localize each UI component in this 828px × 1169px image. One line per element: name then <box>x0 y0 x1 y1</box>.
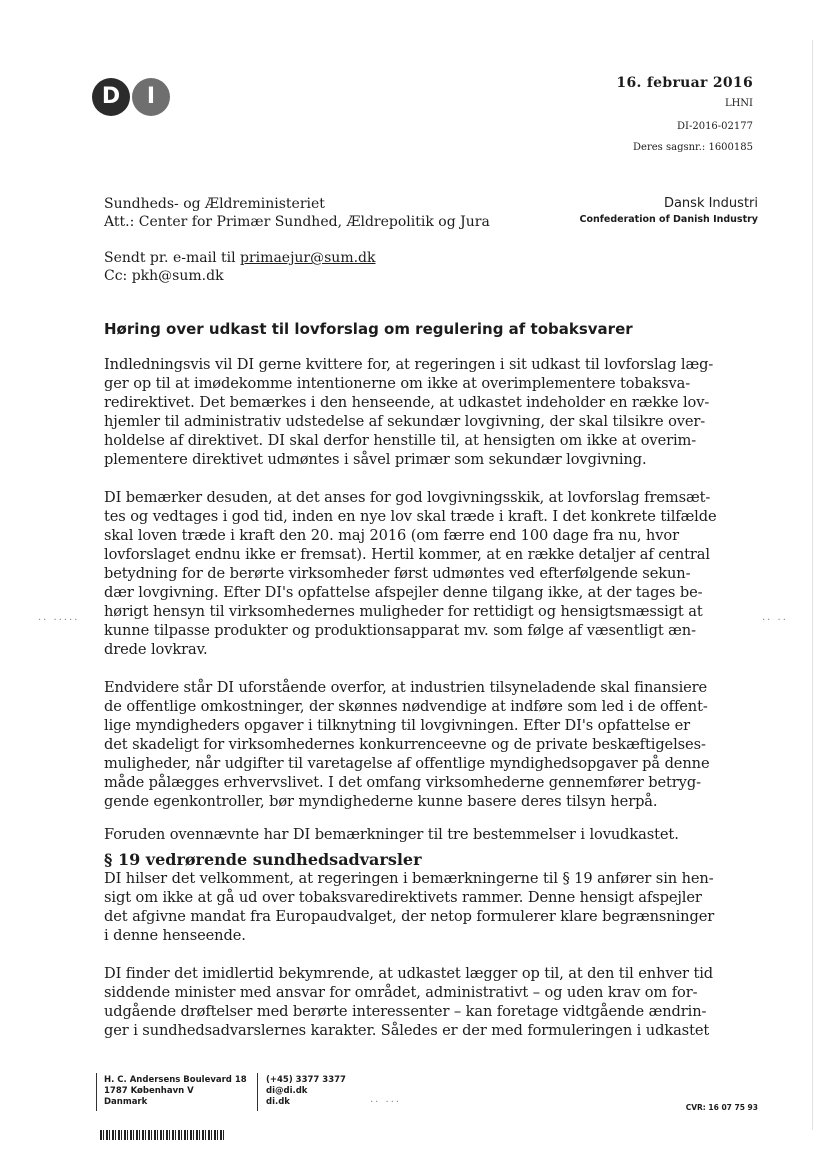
sender-subtitle: Confederation of Danish Industry <box>579 214 758 225</box>
text-line: tes og vedtages i god tid, inden en nye lov skal træde i kraft. I det konkrete tilfælde <box>104 508 717 525</box>
text-line: Endvidere står DI uforstående overfor, at industrien tilsyneladende skal finansiere <box>104 679 708 696</box>
text-line: kunne tilpasse produkter og produktionsapparat mv. som følge af væsentligt æn- <box>104 622 696 639</box>
footer-phone: (+45) 3377 3377 <box>266 1075 346 1085</box>
text-line: DI finder det imidlertid bekymrende, at udkastet lægger op til, at den til enhver tid <box>104 965 714 982</box>
text-line: gende egenkontroller, bør myndighederne kunne basere deres tilsyn herpå. <box>104 793 658 810</box>
footer-address-line: 1787 København V <box>104 1086 194 1096</box>
text-line: ger i sundhedsadvarslernes karakter. Således er der med formuleringen i udkastet <box>104 1022 710 1039</box>
footer-address <box>104 1075 247 1108</box>
text-line: redirektivet. Det bemærkes i den henseende, at udkastet indeholder en række lov- <box>104 394 710 411</box>
footer-email: di@di.dk <box>266 1086 308 1096</box>
text-line: DI hilser det velkomment, at regeringen i bemærkningerne til § 19 anfører sin hen- <box>104 870 714 887</box>
letter-reference: DI-2016-02177 <box>677 121 753 132</box>
text-line: sigt om ikke at gå ud over tobaksvaredirektivets rammer. Denne hensigt afspejler <box>104 889 702 906</box>
text-line: plementere direktivet udmøntes i såvel primær som sekundær lovgivning. <box>104 451 647 468</box>
footer-scan-mark: ·· ··· <box>370 1097 402 1108</box>
text-line: i denne henseende. <box>104 927 246 944</box>
text-line: lige myndigheders opgaver i tilknytning til lovgivningen. Efter DI's opfattelse er <box>104 717 691 734</box>
footer-web: di.dk <box>266 1097 290 1107</box>
footer-address-line: H. C. Andersens Boulevard 18 <box>104 1075 247 1085</box>
letter-initials: LHNI <box>724 98 753 109</box>
recipient-line2: Att.: Center for Primær Sundhed, Ældrepolitik og Jura <box>104 214 490 230</box>
sent-prefix: Sendt pr. e-mail til <box>104 250 241 266</box>
letter-date: 16. februar 2016 <box>616 75 753 91</box>
text-line: det skadeligt for virksomhedernes konkurrenceevne og de private beskæftigelses- <box>104 736 706 753</box>
text-line: Foruden ovennævnte har DI bemærkninger til tre bestemmelser i lovudkastet. <box>104 826 679 843</box>
section-heading: § 19 vedrørende sundhedsadvarsler <box>104 850 422 869</box>
case-number: Deres sagsnr.: 1600185 <box>633 142 753 153</box>
text-line: de offentlige omkostninger, der skønnes nødvendige at indføre som led i de offent- <box>104 698 708 715</box>
text-line: siddende minister med ansvar for området, administrativt – og uden krav om for- <box>104 984 698 1001</box>
text-line: lovforslaget endnu ikke er fremsat). Hertil kommer, at en række detaljer af central <box>104 546 710 563</box>
cc-line: Cc: pkh@sum.dk <box>104 268 224 284</box>
text-line: holdelse af direktivet. DI skal derfor henstille til, at hensigten om ikke at overim- <box>104 432 697 449</box>
text-line: betydning for de berørte virksomheder først udmøntes ved efterfølgende sekun- <box>104 565 691 582</box>
sent-by-line <box>104 250 376 266</box>
text-line: drede lovkrav. <box>104 641 208 658</box>
text-line: måde pålægges erhvervslivet. I det omfang virksomhederne gennemfører betryg- <box>104 774 701 791</box>
recipient-line1: Sundheds- og Ældreministeriet <box>104 196 325 212</box>
footer-divider <box>257 1073 258 1111</box>
text-line: hjemler til administrativ udstedelse af sekundær lovgivning, der skal tilsikre over- <box>104 413 706 430</box>
text-line: det afgivne mandat fra Europaudvalget, der netop formulerer klare begrænsninger <box>104 908 715 925</box>
footer-cvr: CVR: 16 07 75 93 <box>685 1103 758 1112</box>
footer-divider <box>96 1073 97 1111</box>
text-line: ger op til at imødekomme intentionerne om ikke at overimplementere tobaksva- <box>104 375 691 392</box>
text-line: muligheder, når udgifter til varetagelse af offentlige myndighedsopgaver på denne <box>104 755 710 772</box>
text-line: skal loven træde i kraft den 20. maj 2016 (om færre end 100 dage fra nu, hvor <box>104 527 679 544</box>
text-line: dær lovgivning. Efter DI's opfattelse afspejler denne tilgang ikke, at der tages be- <box>104 584 703 601</box>
recipient-email-link[interactable]: primaejur@sum.dk <box>240 250 376 266</box>
logo-letter-d: D <box>92 78 130 116</box>
text-line: Indledningsvis vil DI gerne kvittere for, at regeringen i sit udkast til lovforslag læg- <box>104 356 714 373</box>
scan-mark-left: ·· ····· <box>38 615 80 626</box>
text-line: hørigt hensyn til virksomhedernes muligheder for rettidigt og hensigtsmæssigt at <box>104 603 703 620</box>
footer-contact <box>266 1075 346 1108</box>
text-line: udgående drøftelser med berørte interessenter – kan foretage vidtgående ændrin- <box>104 1003 707 1020</box>
scan-mark-right: ·· ·· <box>762 615 788 626</box>
text-line: DI bemærker desuden, at det anses for god lovgivningsskik, at lovforslag fremsæt- <box>104 489 711 506</box>
letter-title: Høring over udkast til lovforslag om regulering af tobaksvarer <box>104 320 633 338</box>
footer-address-line: Danmark <box>104 1097 148 1107</box>
logo-letter-i: I <box>132 78 170 116</box>
page-edge-line <box>812 40 813 1130</box>
sender-name: Dansk Industri <box>663 196 758 211</box>
barcode-image <box>100 1130 224 1140</box>
